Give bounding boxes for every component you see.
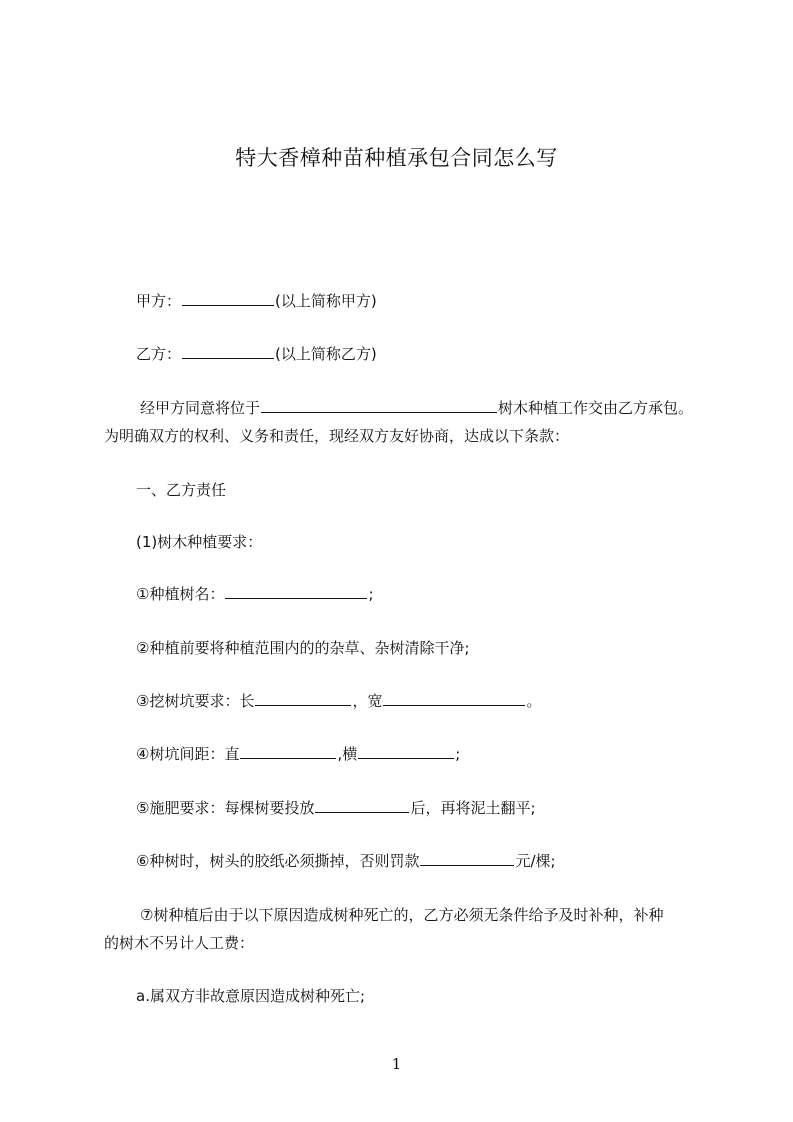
item-5-suffix: 后，再将泥土翻平; — [410, 799, 536, 817]
item-3-length-blank — [255, 691, 351, 706]
item-3-line — [136, 691, 541, 711]
item-4-suffix: ; — [455, 745, 461, 763]
item-6-prefix: ⑥种树时，树头的胶纸必须撕掉，否则罚款 — [136, 852, 420, 870]
intro-prefix: 经甲方同意将位于 — [140, 399, 261, 417]
sub-1-heading: (1)树木种植要求： — [136, 533, 263, 551]
item-4-mid: ,横 — [337, 745, 358, 763]
party-b-suffix: (以上简称乙方) — [275, 345, 377, 363]
item-5-line — [136, 798, 536, 818]
item-3-suffix: 。 — [526, 692, 542, 710]
party-a-line — [136, 291, 377, 311]
item-7-line-1: ⑦树种植后由于以下原因造成树种死亡的，乙方必须无条件给予及时补种，补种 — [140, 906, 664, 924]
party-b-line — [136, 344, 377, 364]
party-b-prefix: 乙方： — [136, 345, 182, 363]
item-6-suffix: 元/棵; — [515, 852, 556, 870]
item-4-prefix: ④树坑间距：直 — [136, 745, 240, 763]
item-6-fine-blank — [420, 851, 514, 866]
item-7-line-2: 的树木不另计人工费： — [104, 934, 255, 952]
party-a-blank — [182, 291, 274, 306]
item-1-prefix: ①种植树名： — [136, 585, 225, 603]
party-a-suffix: (以上简称甲方) — [275, 292, 377, 310]
item-4-straight-blank — [240, 744, 336, 759]
item-2-line: ②种植前要将种植范围内的的杂草、杂树清除干净; — [136, 639, 470, 657]
intro-suffix: 树木种植工作交由乙方承包。 — [498, 399, 694, 417]
item-6-line — [136, 851, 556, 871]
party-b-blank — [182, 344, 274, 359]
item-1-suffix: ; — [368, 585, 374, 603]
document-title: 特大香樟种苗种植承包合同怎么写 — [235, 146, 558, 170]
party-a-prefix: 甲方： — [136, 292, 182, 310]
item-4-horizontal-blank — [358, 744, 454, 759]
section-1-heading: 一、乙方责任 — [136, 481, 227, 499]
item-3-mid: ，宽 — [352, 692, 383, 710]
item-3-prefix: ③挖树坑要求：长 — [136, 692, 255, 710]
item-1-line — [136, 584, 374, 604]
item-7a-line: a.属双方非故意原因造成树种死亡; — [136, 987, 366, 1005]
item-4-line — [136, 744, 460, 764]
page-number: 1 — [391, 1055, 402, 1073]
intro-location-blank — [261, 398, 497, 413]
intro-line-1 — [140, 398, 693, 418]
item-3-width-blank — [383, 691, 525, 706]
intro-line-2: 为明确双方的权利、义务和责任，现经双方友好协商，达成以下条款： — [104, 427, 570, 445]
item-1-blank — [225, 584, 367, 599]
item-5-prefix: ⑤施肥要求：每棵树要投放 — [136, 799, 315, 817]
item-5-fertilizer-blank — [315, 798, 409, 813]
